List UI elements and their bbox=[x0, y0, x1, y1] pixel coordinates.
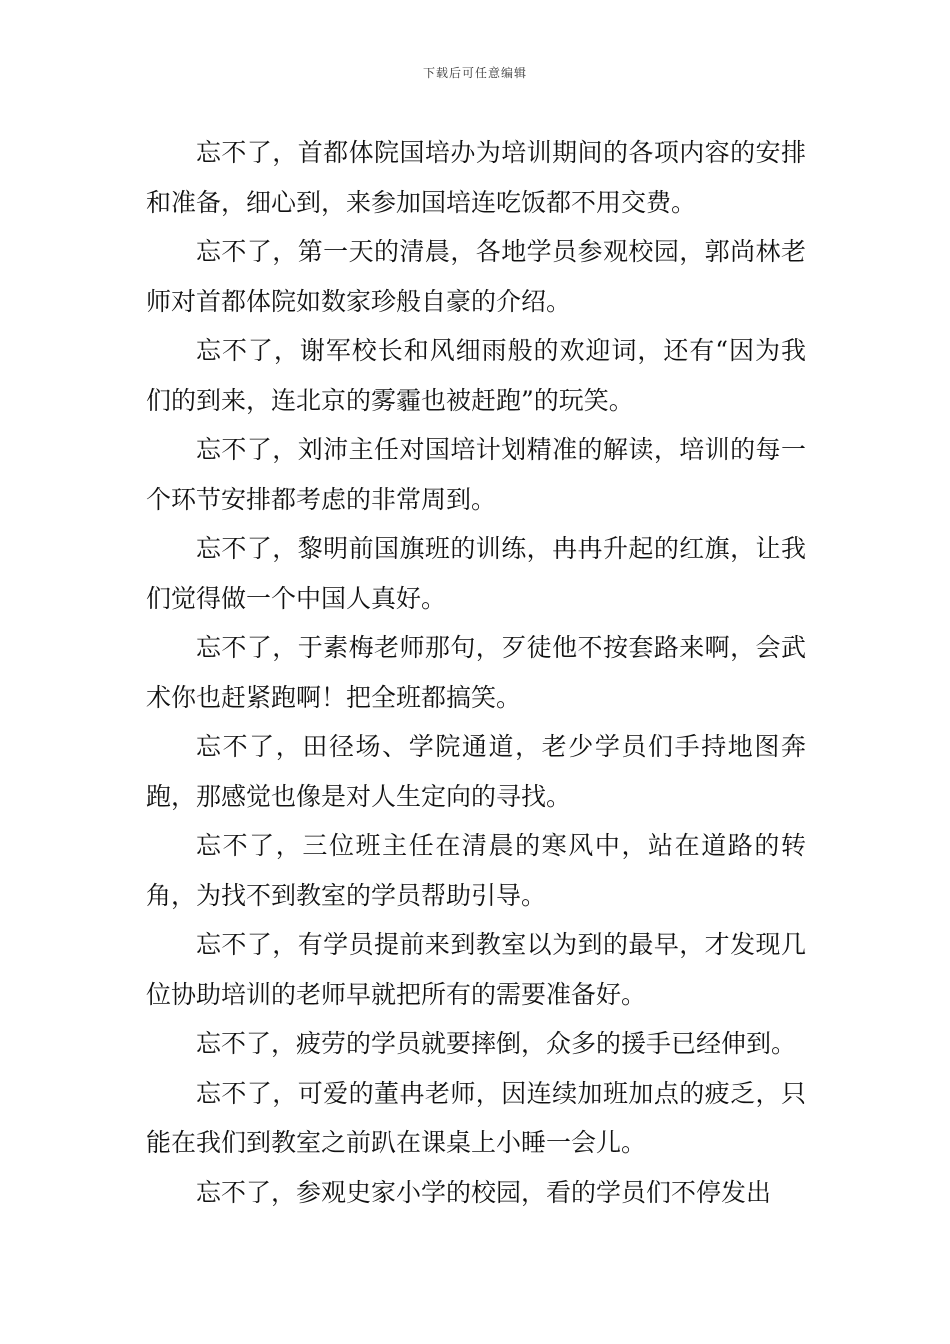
paragraph: 忘不了，参观史家小学的校园，看的学员们不停发出 bbox=[196, 1177, 772, 1207]
paragraph: 忘不了，三位班主任在清晨的寒风中，站在道路的转角，为找不到教室的学员帮助引导。 bbox=[146, 831, 806, 910]
document-body bbox=[146, 128, 806, 1217]
paragraph: 忘不了，可爱的董冉老师，因连续加班加点的疲乏，只能在我们到教室之前趴在课桌上小睡一会儿。 bbox=[146, 1078, 806, 1157]
paragraph: 忘不了，刘沛主任对国培计划精准的解读，培训的每一个环节安排都考虑的非常周到。 bbox=[146, 435, 806, 514]
paragraph: 忘不了，谢军校长和风细雨般的欢迎词，还有“因为我们的到来，连北京的雾霾也被赶跑”的玩笑。 bbox=[146, 336, 806, 415]
paragraph: 忘不了，田径场、学院通道，老少学员们手持地图奔跑，那感觉也像是对人生定向的寻找。 bbox=[146, 732, 806, 811]
paragraph: 忘不了，首都体院国培办为培训期间的各项内容的安排和准备，细心到，来参加国培连吃饭都不用交费。 bbox=[146, 138, 806, 217]
paragraph: 忘不了，第一天的清晨，各地学员参观校园，郭尚林老师对首都体院如数家珍般自豪的介绍。 bbox=[146, 237, 806, 316]
paragraph: 忘不了，有学员提前来到教室以为到的最早，才发现几位协助培训的老师早就把所有的需要准备好。 bbox=[146, 930, 806, 1009]
paragraph: 忘不了，疲劳的学员就要摔倒，众多的援手已经伸到。 bbox=[196, 1029, 797, 1058]
page-header: 下载后可任意编辑 bbox=[422, 66, 527, 80]
paragraph: 忘不了，于素梅老师那句，歹徒他不按套路来啊，会武术你也赶紧跑啊！把全班都搞笑。 bbox=[146, 633, 806, 712]
paragraph: 忘不了，黎明前国旗班的训练，冉冉升起的红旗，让我们觉得做一个中国人真好。 bbox=[146, 534, 806, 613]
